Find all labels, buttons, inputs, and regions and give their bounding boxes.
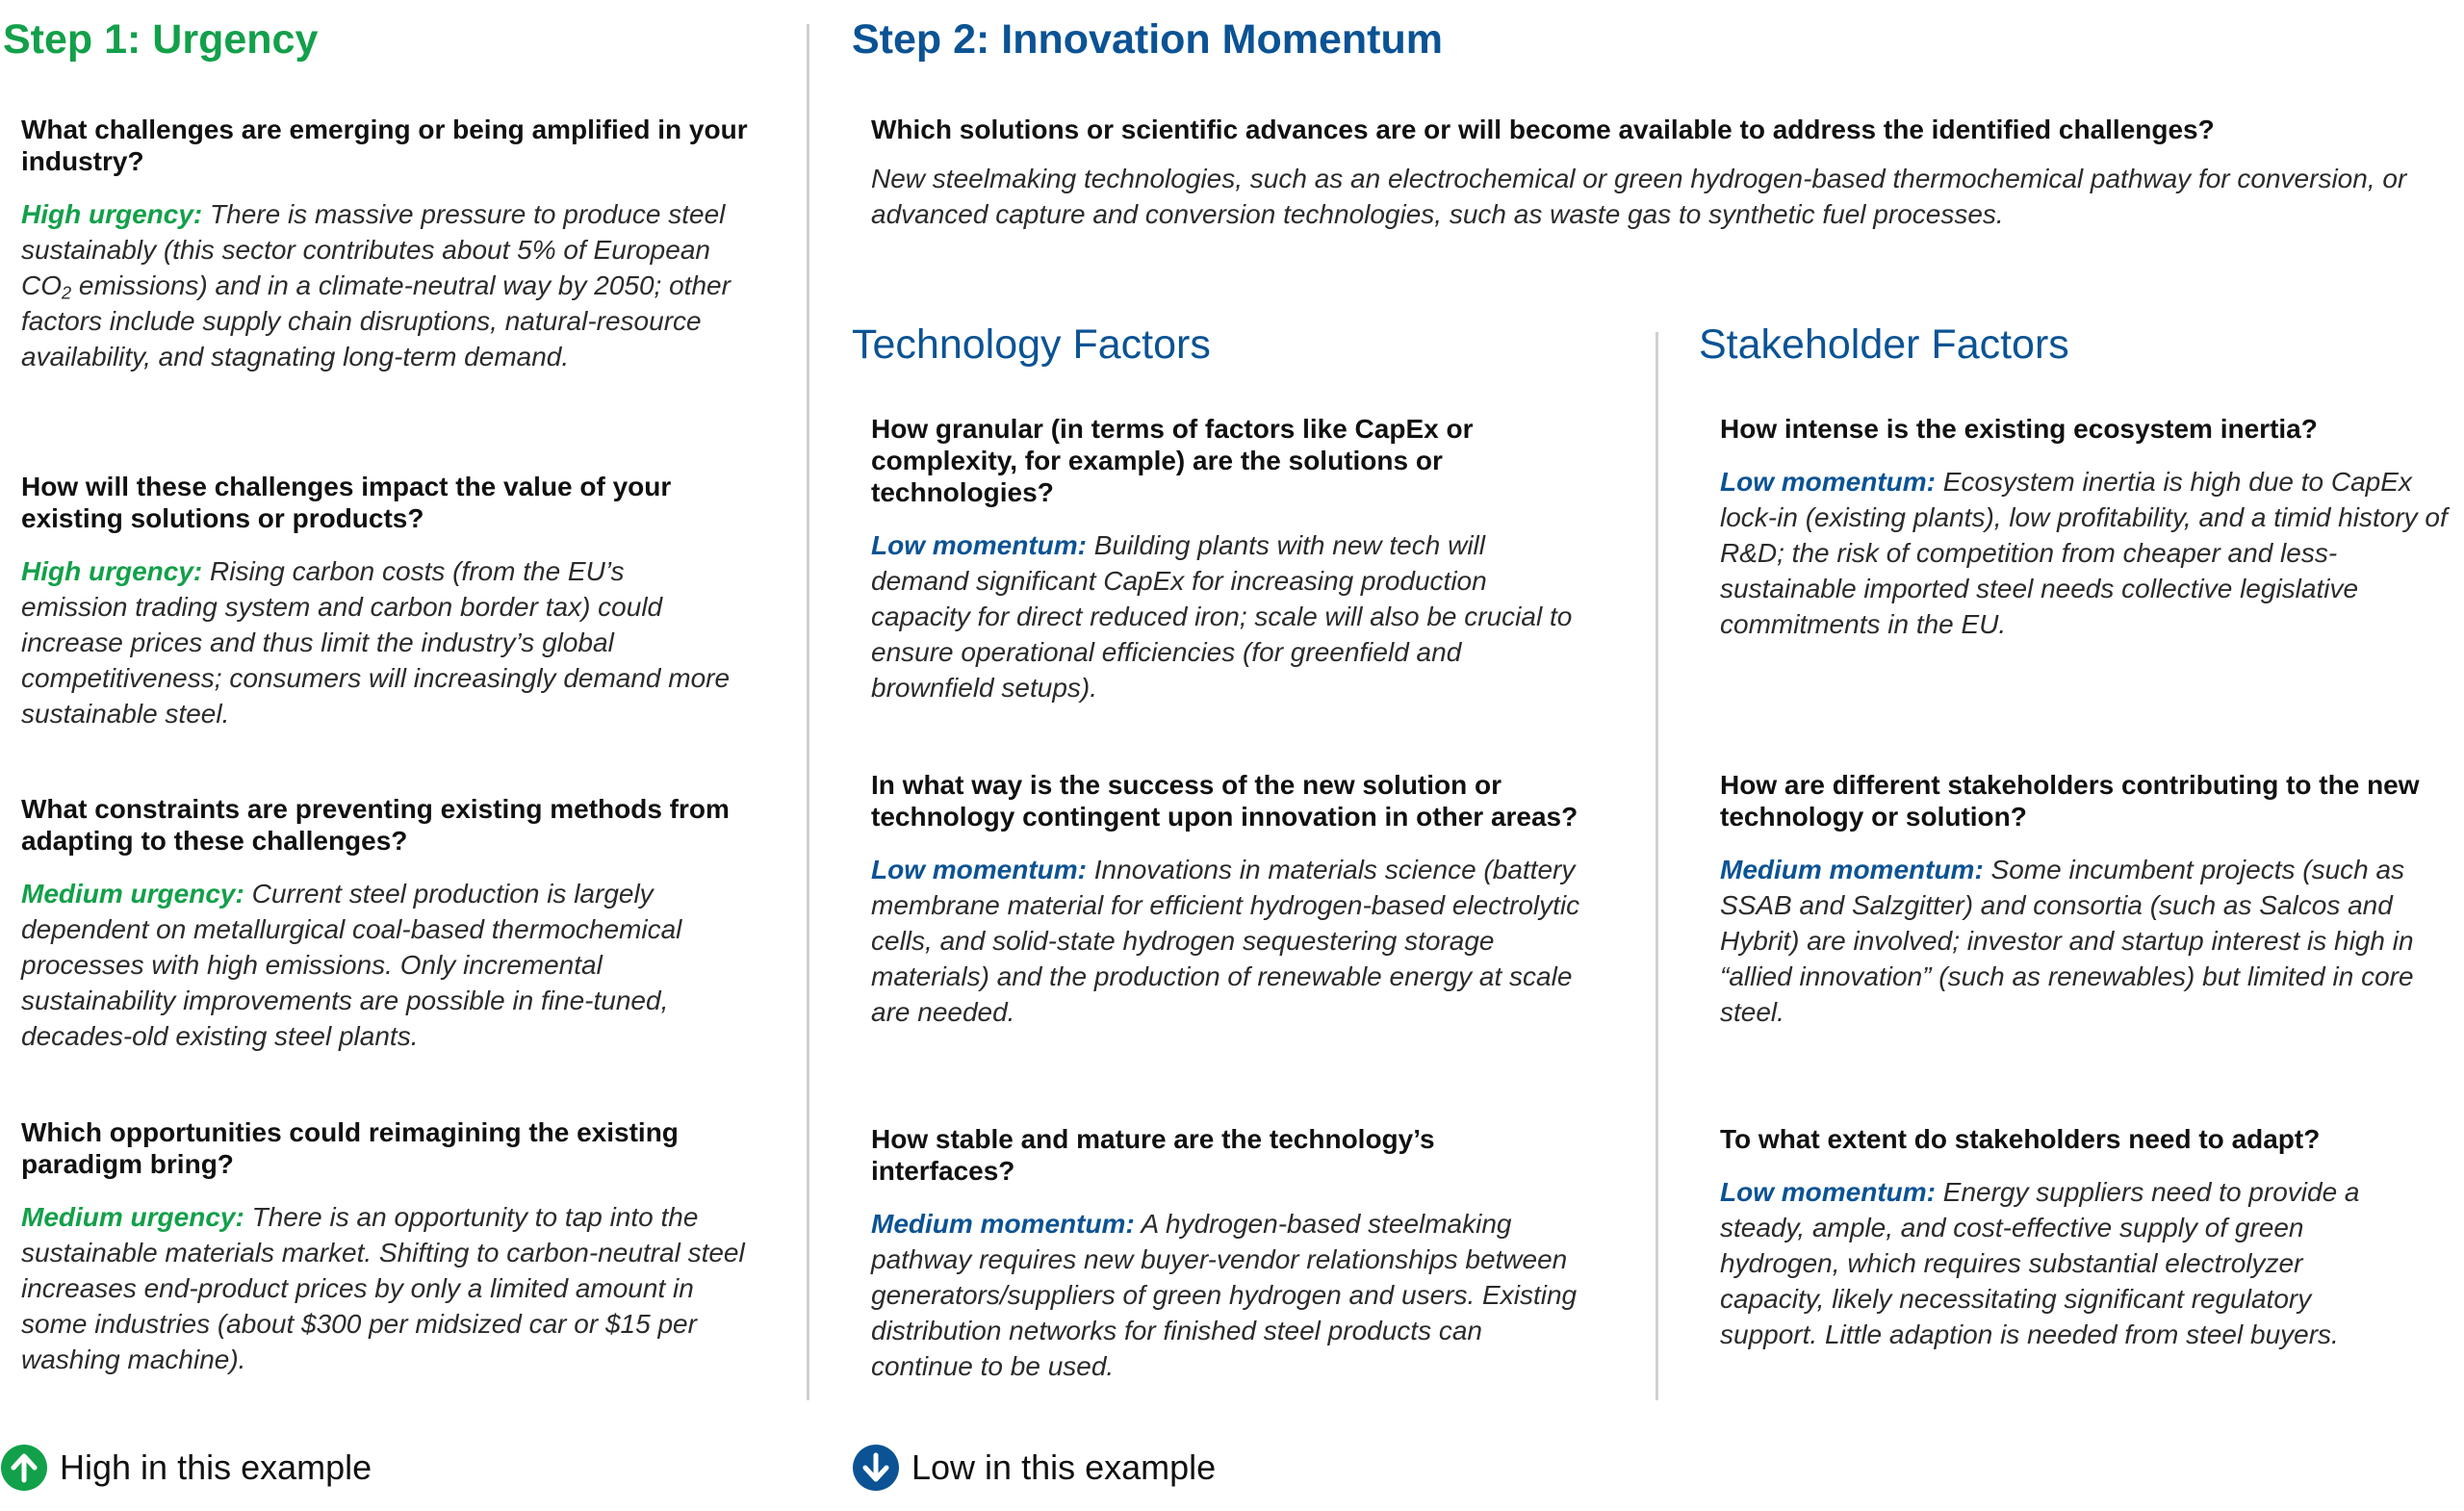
urgency-answer-1 <box>21 196 753 374</box>
technology-level-2: Low momentum: <box>871 855 1087 884</box>
urgency-answer-4 <box>21 1199 753 1377</box>
stakeholder-question-2: How are different stakeholders contributing to the new technology or solution? <box>1720 770 2420 832</box>
technology-question-1: How granular (in terms of factors like CapEx or complexity, for example) are the solutions or technologies? <box>871 414 1474 507</box>
stakeholder-factors-column <box>1699 0 2459 1511</box>
column-divider-1 <box>807 24 809 1400</box>
urgency-answer-2 <box>21 553 733 731</box>
urgency-item-4 <box>21 1116 753 1377</box>
stakeholder-item-1 <box>1720 413 2461 642</box>
stakeholder-question-1: How intense is the existing ecosystem inertia? <box>1720 414 2318 444</box>
step1-title: Step 1: Urgency <box>3 16 319 63</box>
stakeholder-answer-3-text: Energy suppliers need to provide a steady, ample, and cost-effective supply of green hydrogen, which requires substantial electrolyzer capacity, likely necessitating significant regulatory support. Little adaption is needed from steel buyers. <box>1720 1177 2360 1349</box>
technology-question-2: In what way is the success of the new solution or technology contingent upon innovation in other areas? <box>871 770 1578 832</box>
urgency-answer-3-text: Current steel production is largely dependent on metallurgical coal-based thermochemical processes with high emissions. Only incremental sustainability improvements are possible in fine-tuned, decades-old existing steel plants. <box>21 879 682 1051</box>
stakeholder-level-1: Low momentum: <box>1720 467 1936 497</box>
technology-item-2 <box>871 769 1593 1030</box>
urgency-item-2 <box>21 471 733 731</box>
urgency-column <box>0 0 770 1511</box>
technology-item-3 <box>871 1123 1583 1384</box>
technology-answer-2-text: Innovations in materials science (battery membrane material for efficient hydrogen-based electrolytic cells, and solid-state hydrogen sequestering storage materials) and the production of renewable energy at scale are needed. <box>871 855 1580 1027</box>
step2-title: Step 2: Innovation Momentum <box>852 16 1443 63</box>
legend-high-label: High in this example <box>60 1447 372 1487</box>
technology-question-3: How stable and mature are the technology’s interfaces? <box>871 1124 1435 1186</box>
urgency-level-2: High urgency: <box>21 556 203 586</box>
legend-high <box>0 1444 372 1492</box>
technology-factors-title: Technology Factors <box>852 321 1211 368</box>
urgency-level-1: High urgency: <box>21 199 203 229</box>
stakeholder-answer-1 <box>1720 464 2461 642</box>
urgency-item-3 <box>21 793 743 1054</box>
stakeholder-answer-1-text: Ecosystem inertia is high due to CapEx lock-in (existing plants), low profitability, and a timid history of R&D; the risk of competition from cheaper and less-sustainable imported steel needs collective legislative commitments in the EU. <box>1720 467 2448 639</box>
urgency-question-3: What constraints are preventing existing methods from adapting to these challenges? <box>21 794 730 856</box>
momentum-intro-answer: New steelmaking technologies, such as an electrochemical or green hydrogen-based thermochemical pathway for conversion, or advanced capture and conversion technologies, such as waste gas to synthetic fuel processes. <box>871 164 2407 229</box>
stakeholder-question-3: To what extent do stakeholders need to adapt? <box>1720 1124 2321 1154</box>
urgency-answer-2-text: Rising carbon costs (from the EU’s emission trading system and carbon border tax) could increase prices and thus limit the industry’s global competitiveness; consumers will increasingly demand more sustainable steel. <box>21 556 731 729</box>
stakeholder-item-3 <box>1720 1123 2413 1352</box>
urgency-answer-1-text: There is massive pressure to produce steel sustainably (this sector contributes about 5% of European CO <box>21 199 726 300</box>
urgency-answer-4-text: There is an opportunity to tap into the sustainable materials market. Shifting to carbon-neutral steel increases end-product prices by only a limited amount in some industries (about $300 per midsized car or $15 per washing machine). <box>21 1202 745 1374</box>
urgency-level-3: Medium urgency: <box>21 879 244 909</box>
co2-subscript: 2 <box>62 283 72 303</box>
momentum-intro-question: Which solutions or scientific advances are or will become available to address the identified challenges? <box>871 115 2215 144</box>
stakeholder-answer-3 <box>1720 1174 2413 1352</box>
technology-item-1 <box>871 413 1574 705</box>
stakeholder-answer-2-text: Some incumbent projects (such as SSAB and Salzgitter) and consortia (such as Salcos and Hybrit) are involved; investor and startup interest is high in “allied innovation” (such as renewables) but limited in core steel. <box>1720 855 2414 1027</box>
stakeholder-level-2: Medium momentum: <box>1720 855 1984 884</box>
legend-low <box>852 1444 1216 1492</box>
column-divider-2 <box>1656 332 1658 1400</box>
stakeholder-level-3: Low momentum: <box>1720 1177 1936 1207</box>
technology-level-3: Medium momentum: <box>871 1209 1135 1239</box>
urgency-answer-1-text-cont: emissions) and in a climate-neutral way by 2050; other factors include supply chain disruptions, natural-resource availability, and stagnating long-term demand. <box>21 270 731 371</box>
arrow-down-circle-icon <box>852 1444 900 1492</box>
technology-answer-1 <box>871 527 1574 705</box>
legend-low-label: Low in this example <box>911 1447 1217 1487</box>
stakeholder-factors-title: Stakeholder Factors <box>1699 321 2069 368</box>
urgency-question-2: How will these challenges impact the value of your existing solutions or products? <box>21 472 672 533</box>
urgency-level-4: Medium urgency: <box>21 1202 244 1232</box>
technology-answer-3 <box>871 1206 1583 1384</box>
technology-answer-2 <box>871 852 1593 1030</box>
stakeholder-answer-2 <box>1720 852 2461 1030</box>
technology-answer-3-text: A hydrogen-based steelmaking pathway requires new buyer-vendor relationships between generators/suppliers of green hydrogen and users. Existing distribution networks for finished steel products can continue to be used. <box>871 1209 1578 1381</box>
urgency-question-4: Which opportunities could reimagining the existing paradigm bring? <box>21 1117 679 1179</box>
urgency-item-1 <box>21 114 753 374</box>
stakeholder-item-2 <box>1720 769 2461 1030</box>
urgency-question-1: What challenges are emerging or being amplified in your industry? <box>21 115 748 176</box>
technology-level-1: Low momentum: <box>871 530 1087 560</box>
technology-answer-1-text: Building plants with new tech will demand significant CapEx for increasing production capacity for direct reduced iron; scale will also be crucial to ensure operational efficiencies (for greenfield and brownfield setups). <box>871 530 1573 703</box>
urgency-answer-3 <box>21 876 743 1054</box>
technology-factors-column <box>852 0 1612 1511</box>
arrow-up-circle-icon <box>0 1444 48 1492</box>
